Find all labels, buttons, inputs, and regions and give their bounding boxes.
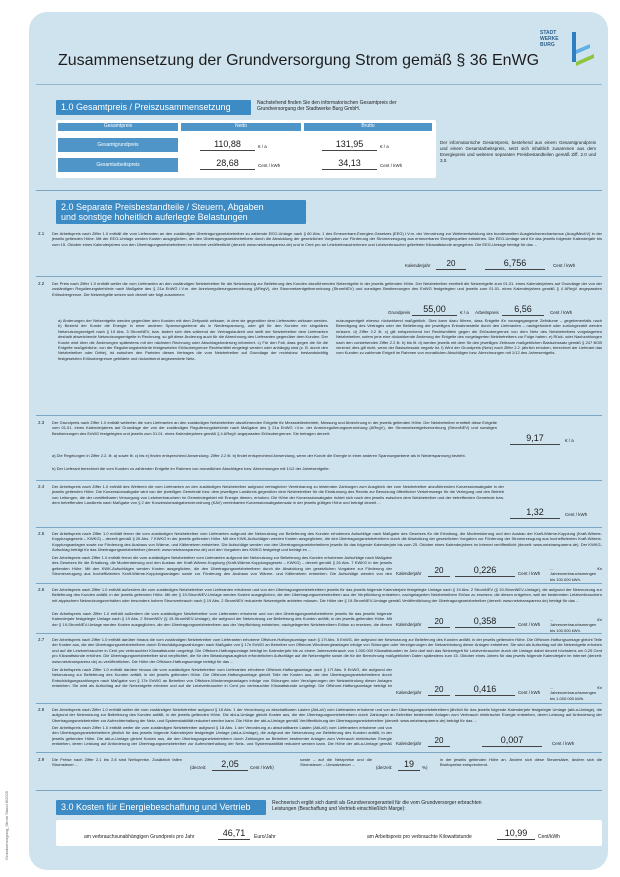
para-2-1-unit: Cent / kWh bbox=[553, 263, 576, 268]
para-2-1-value: 6,756 bbox=[485, 258, 545, 270]
stadtwerke-logo bbox=[540, 30, 598, 70]
section-2-heading-line-2: und sonstige hoheitlich auferlegte Belastungen bbox=[61, 212, 248, 222]
divider-1 bbox=[36, 190, 602, 191]
para-2-5-value: 0,226 bbox=[455, 565, 515, 577]
arbeitspreis-value: 10,99 bbox=[497, 828, 535, 840]
col-brutto: Brutto bbox=[304, 123, 432, 131]
para-2-9-b: sowie – auf die Netzpreise und die Stromsteuer – Umsatzsteuer ... bbox=[300, 757, 372, 768]
para-2-6-note: ... für Jahresverbrauchsmengen bis 100.000 kWh. bbox=[550, 617, 602, 633]
para-2-7-value: 0,416 bbox=[455, 684, 515, 696]
para-2-6-unit: Cent / kWh bbox=[518, 622, 541, 627]
row-gesamtarbeitspreis-label: Gesamtarbeitspreis bbox=[58, 158, 178, 172]
para-2-4-unit: Cent / kWh bbox=[565, 512, 588, 517]
para-2-1-year-label: Kalenderjahr bbox=[405, 263, 431, 268]
para-2-7-text-tail: Der Arbeitspreis nach Ziffer 1.0 enthält darüber hinaus die vom zuständigen Netzbetreiber vom Lieferanten erhobene Offshore-Haftungsumlage nach § 17f Abs. 5 EnWG, die aufgrund der Netznutzung zur Belieferung des Kunden anfällt, in der jeweils geltenden Höhe. Die Offshore-Haftungsumlage gleicht Teile der Kosten aus, die den Übertragungsnetzbetreibern durch Entschädigungszahlungen nach Maßgabe von § 17e EnWG an Betreiber von Offshore-Windenergieanlagen infolge von Störungen oder Verzögerungen der Netzanbindung dieser Anlagen entstehen. Sie wird als Aufschlag auf die Netzentgelte erhoben und auf die Letztverbraucher in Cent pro verbrauchter Kilowattstunde umgelegt. Die Offshore-Haftungsumlage beträgt im bbox=[52, 667, 392, 689]
para-2-6-number: 2.6 bbox=[38, 587, 45, 592]
para-2-7-year-label: Kalenderjahr bbox=[396, 690, 422, 695]
para-2-6-text-tail: Der Arbeitspreis nach Ziffer 1.0 enthält außerdem die vom zuständigen Netzbetreiber vom Lieferanten erhobene und von den Übertragungsnetzbetreibern jeweils für das jeweils folgende Kalenderjahr festgelegte Umlage nach § 19 Abs. 2 StromNEV (§ 19-StromNEV-Umlage), die aufgrund der Netznutzung zur Belieferung des Kunden anfällt, in der jeweils geltenden Höhe. Mit der § 19-StromNEV-Umlage werden Kosten ausgeglichen, die den Übertragungsnetzbetreibern aus der Verpflichtung entstehen, nachgelagerten Netzbetreibern Erlöse zu ersetzen, die diesen bbox=[52, 611, 392, 627]
para-2-9-a: Die Preise nach Ziffer 2.1 bis 2.8 sind Nettopreise. Zusätzlich fallen Stromsteuer ... bbox=[52, 757, 182, 768]
para-2-4-value: 1,32 bbox=[510, 507, 560, 519]
para-2-5-text-tail: Der Arbeitspreis nach Ziffer 1.0 enthält ferner die vom zuständigen Netzbetreiber vom Lieferanten aufgrund der Netznutzung zur Belieferung des Kunden erhobenen Aufschläge nach Maßgabe des Gesetzes für die Erhaltung, die Modernisierung und den Ausbau der Kraft-Wärme-Kopplung (Kraft-Wärme-Kopplungsgesetz – KWKG) – derzeit gemäß § 26 Abs. 7 KWKG in der jeweils geltenden Höhe. Mit den KWK-Aufschlägen werden Kosten ausgeglichen, die den Übertragungsnetzbetreibern durch die Abwicklung der gesetzlichen Vorgaben zur Förderung der Stromerzeugung aus hocheffizienten Kraft-Wärme-Kopplungsanlagen sowie zur Förderung des Ausbaus von Wärme- und Kältenetzen entstehen. Die Aufschläge werden von den bbox=[52, 555, 392, 577]
para-2-2-grund-unit: € / a bbox=[460, 310, 469, 315]
divider-2-2 bbox=[36, 415, 602, 416]
para-2-7-year: 20 bbox=[428, 684, 450, 696]
para-2-5-number: 2.5 bbox=[38, 531, 45, 536]
divider-2-3 bbox=[36, 480, 602, 481]
logo-line-2: WERKE bbox=[540, 36, 559, 42]
divider-2-7 bbox=[36, 703, 602, 704]
para-2-9-unit-1: Cent / kWh) bbox=[250, 765, 274, 770]
para-2-9-stromsteuer: 2,05 bbox=[212, 759, 248, 771]
logo-line-1: STADT bbox=[540, 30, 557, 36]
logo-line-3: BURG bbox=[540, 42, 555, 48]
para-2-7-note: ... für Jahresverbrauchsmengen bis 1.000.000 kWh. bbox=[550, 685, 602, 701]
para-2-2-arbeit-value: 6,56 bbox=[502, 304, 544, 316]
para-2-3-a: a) Die Regelungen in Ziffer 2.2. lit. a) sowie lit. c) bis e) finden entsprechend Anwendung. Ziffer 2.2 lit. b) findet entsprechend Anwendung, wenn der Kunde die Energie in einer anderen Spannungsebene als in Niederspannung bezieht. bbox=[52, 453, 466, 458]
para-2-5-note: ... für Jahresverbrauchsmengen bis 100.000 kWh. bbox=[550, 566, 602, 582]
para-2-6-year-label: Kalenderjahr bbox=[396, 622, 422, 627]
para-2-2-text: Der Preis nach Ziffer 1.0 enthält weiter die vom Lieferanten an den zuständigen Netzbetreiber für die Netznutzung zur Belieferung des Kunden abzuführenden Netzentgelte in der jeweils geltenden Höhe. Der Netzbetreiber ermittelt die Netzentgelte zum 01.01. eines Kalenderjahres auf Grundlage der von der zuständigen Regulierungsbehörde nach Maßgabe des § 21a EnWG i.V.m. der Anreizregulierungsverordnung (ARegV), der Stromnetzentgeltverordnung (StromNEV) und sonstigen Bestimmungen des EnWG festgelegten und jeweils zum 01.01. eines Kalenderjahres gemäß § 4 ARegV angepassten Erlösobergrenze. Die Netzentgelte setzen sich derzeit wie folgt zusammen: bbox=[52, 281, 602, 297]
para-2-9-umsatzsteuer: 19 bbox=[398, 759, 420, 771]
divider-2-8 bbox=[36, 752, 602, 753]
para-2-9-derzeit-1: (derzeit: bbox=[190, 765, 207, 770]
arbeitspreis-unit: Cent/kWh bbox=[538, 834, 560, 840]
para-2-9-derzeit-2: (derzeit: bbox=[376, 765, 393, 770]
para-2-3-b: b) Der Lieferant berechnet die vom Kunden zu zahlenden Entgelte im Rahmen von monatlichen Abschlägen bzw. Abrechnungen mit 1/12 der Jahresentgelte. bbox=[52, 466, 330, 471]
divider-2-1 bbox=[36, 276, 602, 277]
gesamtgrundpreis-netto: 110,88 bbox=[200, 139, 255, 151]
grundpreis-label: am verbrauchsunabhängigen Grundpreis pro Jahr bbox=[84, 834, 195, 840]
para-2-3-text: Der Grundpreis nach Ziffer 1.0 enthält weiterhin die vom Lieferanten an den zuständigen Netzbetreiber abzuführenden Entgelte für Messstellenbetrieb, Messung und Abrechnung in der jeweils geltenden Höhe. Der Netzbetreiber ermittelt diese Entgelte zum 01.01. eines Kalenderjahres auf Grundlage der von der zuständigen Regulierungsbehörde nach Maßgabe des § 21a EnWG i.V.m. der Anreizregulierungsverordnung (ARegV), der Stromnetzentgeltverordnung (StromNEV) und sonstigen Bestimmungen des EnWG festgelegten und jeweils zum 01.01. eines Kalenderjahres gemäß § 4 ARegV angepassten Erlösobergrenze. Sie betragen derzeit: bbox=[52, 420, 497, 436]
para-2-9-unit-2: %) bbox=[422, 765, 428, 770]
para-2-2-number: 2.2 bbox=[38, 281, 45, 286]
para-2-8-unit: Cent / kWh bbox=[552, 741, 575, 746]
gesamtarbeitspreis-netto-unit: Cent / kWh bbox=[258, 163, 281, 168]
para-2-2-right-text: nutzungsentgelt ebenso rückwirkend maßgeblich. Dies kann dazu führen, dass Entgelte für vorangegangene Zeiträume – gegebenenfalls nach Beendigung des Vertrages oder der Belieferung der jeweiligen Entnahmestelle durch den Lieferanten – nachgefordert oder zurückgezahlt werden müssen. d) Ziffer 2.2 lit. c) gilt entsprechend bei Rechtsmitteln gegen die Erlösobergrenze von dem Netz des Netzbetreibers vorgelagerten Netzbetreiber, sofern jene eine rückwirkende Änderung der Entgelte des vorgelagerten Netzbetreibers zur Folge haben. e) Rück- oder Nachzahlungen nach den vorstehenden Ziffer 2.2 lit. b) bis lit. d) werden jeweils mit dem für den jeweiligen Zeitraum maßgeblichen Basiszinssatz gemäß § 247 BGB verzinst; dies gilt nicht, wenn der Basiszinssatz negativ ist. f) Wird der Grundpreis (Netz) nach Ziffer 2.2. jährlich erhoben, berechnet der Lieferant das vom Kunden zu zahlende Entgelt im Rahmen von monatlichen Abschlägen bzw. Abrechnungen mit 1/12 des Jahresentgelts. bbox=[336, 318, 602, 356]
para-2-5-text: Der Arbeitspreis nach Ziffer 1.0 enthält ferner die vom zuständigen Netzbetreiber vom Lieferanten aufgrund der Netznutzung zur Belieferung des Kunden erhobenen Aufschläge nach Maßgabe des Gesetzes für die Erhaltung, die Modernisierung und den Ausbau der Kraft-Wärme-Kopplung (Kraft-Wärme-Kopplungsgesetz – KWKG) – derzeit gemäß § 26 Abs. 7 KWKG in der jeweils geltenden Höhe. Mit den KWK-Aufschlägen werden Kosten ausgeglichen, die den Übertragungsnetzbetreibern durch die Abwicklung der gesetzlichen Vorgaben zur Förderung der Stromerzeugung aus hocheffizienten Kraft-Wärme-Kopplungsanlagen sowie zur Förderung des Ausbaus von Wärme- und Kältenetzen entstehen. Die Aufschläge werden von den Übertragungsnetzbetreibern jeweils für das folgende Kalenderjahr bis zum 25. Oktober eines Kalenderjahres im Internet veröffentlicht (derzeit: www.netztransparenz.de). Der KWKG-Aufschlag beträgt für das Übertragungsnetzbetreiber (derzeit: www.netztransparenz.de) und den Vorgaben des KWKG festgelegt und beträgt im ... bbox=[52, 531, 602, 553]
para-2-9-number: 2.9 bbox=[38, 757, 45, 762]
grundpreis-value: 46,71 bbox=[218, 828, 250, 840]
para-2-8-number: 2.8 bbox=[38, 707, 45, 712]
para-2-3-unit: € / a bbox=[565, 438, 574, 443]
col-netto: Netto bbox=[181, 123, 301, 131]
para-2-2-grund-value: 55,00 bbox=[412, 304, 457, 316]
para-2-8-text: Der Arbeitspreis nach Ziffer 1.0 enthält weiter die vom zuständigen Netzbetreiber aufgrund § 18 Abs. 1 der Verordnung zu abschaltbaren Lasten (AbLaV) vom Lieferanten erhobene und von den Übertragungsnetzbetreibern jährlich für das jeweils folgende Kalenderjahr festgelegte Umlage (abLa-Umlage), die aufgrund der Netznutzung zur Belieferung des Kunden anfällt, in der jeweils geltenden Höhe. Die abLa-Umlage gleicht Kosten aus, die den Übertragungsnetzbetreibern durch Zahlungen an Betreiber bestimmter Anlagen zum Verbrauch elektrischer Energie entstehen, deren Leistung auf Anforderung der Übertragungsnetzbetreiber zur Aufrechterhaltung der Netz- und Systemstabilität reduziert werden kann. Die Höhe der abLa-Umlage gemäß Veröffentlichung der Übertragungsnetzbetreiber (derzeit: www.netztransparenz.de) beträgt für das ... bbox=[52, 707, 602, 723]
para-2-1-year: 20 bbox=[436, 258, 466, 270]
para-2-7-number: 2.7 bbox=[38, 637, 45, 642]
para-2-2-grund-label: Grundpreis bbox=[388, 310, 411, 315]
section-3-heading: 3.0 Kosten für Energiebeschaffung und Vertrieb bbox=[56, 800, 266, 815]
para-2-1-text: Der Arbeitspreis nach Ziffer 1.0 enthält die vom Lieferanten an den zuständigen Übertragungsnetzbetreiber zu zahlende EEG-Umlage nach § 60 Abs. 1 des Erneuerbare-Energien-Gesetzes (EEG) i.V.m. der Verordnung zur Weiterentwicklung des bundesweiten Ausgleichsmechanismus (AusglMechV) in der jeweils geltenden Höhe. Mit der EEG-Umlage werden Kosten ausgeglichen, die den Übertragungsnetzbetreibern durch die Abwicklung der gesetzlichen Vorgaben zur Förderung der Stromerzeugung aus erneuerbaren Energiequellen entstehen. Die EEG-Umlage wird für das jeweils folgende Kalenderjahr bis zum 15. Oktober eines Kalenderjahres von den Übertragungsnetzbetreibern im Internet veröffentlicht (derzeit: www.netztransparenz.de) und in Cent pro an Letztverbraucherinnen und Letztverbraucher gelieferter Kilowattstunde angegeben. Die EEG-Umlage beträgt für das ... bbox=[52, 231, 602, 247]
divider-2-6 bbox=[36, 633, 602, 634]
para-2-9-c: in der jeweils geltenden Höhe an. Ändern sich diese Steuersätze, ändern sich die Bruttopreise entsprechend. bbox=[440, 757, 602, 768]
para-2-2-arbeit-unit: Cent / kWh bbox=[550, 310, 573, 315]
section-3-note: Rechnerisch ergibt sich damit als Grundversorgeranteil für die vom Grundversorger erbrachten Leistungen (Beschaffung und Vertrieb einschließlich Marge): bbox=[272, 800, 482, 812]
title-divider bbox=[36, 84, 602, 85]
arbeitspreis-label: am Arbeitspreis pro verbrauchte Kilowattstunde bbox=[367, 834, 472, 840]
para-2-5-year: 20 bbox=[428, 565, 450, 577]
section-1-note: Nachstehend finden Sie den informatorischen Gesamtpreis der Grundversorgung der Stadtwerke Burg GmbH. bbox=[257, 100, 397, 112]
para-2-8-text-tail: Der Arbeitspreis nach Ziffer 1.0 enthält weiter die vom zuständigen Netzbetreiber aufgrund § 18 Abs. 1 der Verordnung zu abschaltbaren Lasten (AbLaV) vom Lieferanten erhobene und von den Übertragungsnetzbetreibern jährlich für das jeweils folgende Kalenderjahr festgelegte Umlage (abLa-Umlage), die aufgrund der Netznutzung zur Belieferung des Kunden anfällt, in der jeweils geltenden Höhe. Die abLa-Umlage gleicht Kosten aus, die den Übertragungsnetzbetreibern durch Zahlungen an Betreiber bestimmter Anlagen zum Verbrauch elektrischer Energie entstehen, deren Leistung auf Anforderung der Übertragungsnetzbetreiber zur Aufrechterhaltung der Netz- und Systemstabilität reduziert werden kann. Die Höhe der abLa-Umlage gemäß bbox=[52, 725, 392, 747]
page-title: Zusammensetzung der Grundversorgung Strom gemäß § 36 EnWG bbox=[58, 52, 540, 69]
para-2-3-number: 2.3 bbox=[38, 420, 45, 425]
col-gesamtpreis: Gesamtpreis bbox=[58, 123, 178, 131]
gesamtarbeitspreis-netto: 28,68 bbox=[200, 158, 255, 170]
divider-2-5 bbox=[36, 583, 602, 584]
gesamtarbeitspreis-brutto: 34,13 bbox=[322, 158, 377, 170]
para-2-8-year: 20 bbox=[428, 735, 450, 747]
section-2-heading bbox=[56, 200, 306, 224]
section-2-heading-line-1: 2.0 Separate Preisbestandteile / Steuern, Abgaben bbox=[61, 202, 264, 212]
para-2-4-text: Der Arbeitspreis nach Ziffer 1.0 enthält des Weiteren die vom Lieferanten an den zuständigen Netzbetreiber aufgrund vertraglicher Vereinbarung zu leistenden Zahlungen zum Ausgleich der vom Netzbetreiber abzuführenden Konzessionsabgabe in der jeweils geltenden Höhe. Die Konzessionsabgabe wird von der jeweiligen Gemeinde bzw. dem jeweiligen Landkreis gegenüber dem Netzbetreiber für die Einräumung des Rechts zur Benutzung öffentlicher Verkehrswege für die Verlegung und den Betrieb von Leitungen, die der unmittelbaren Versorgung von Letztverbrauchern im Gemeindegebiet mit Energie dienen, erhoben. Die Höhe der Konzessionsabgabe richtet sich nach den jeweils zwischen dem Netzbetreiber und der betreffenden Gemeinde bzw. dem betreffenden Landkreis nach Maßgabe von § 2 der Konzessionsabgabenverordnung (KAV) vereinbarten Konzessionsabgabensatz in der jeweils gültigen Höhe und beträgt derzeit ... bbox=[52, 484, 504, 506]
para-2-6-value: 0,358 bbox=[455, 616, 515, 628]
section-1-explanation: Der informatorische Gesamtpreis, bestehend aus einem Gesamtgrundpreis und einem Gesamtarbeitspreis, setzt sich inhaltlich zusammen aus dem Energiepreis und weiteren separaten Preisbestandteilen gemäß Ziff. 2.0 und 3.0. bbox=[440, 140, 596, 163]
para-2-5-year-label: Kalenderjahr bbox=[396, 571, 422, 576]
para-2-3-value: 9,17 bbox=[510, 433, 560, 445]
para-2-7-unit: Cent / kWh bbox=[518, 690, 541, 695]
para-2-6-text: Der Arbeitspreis nach Ziffer 1.0 enthält außerdem die vom zuständigen Netzbetreiber vom Lieferanten erhobene und von den Übertragungsnetzbetreibern jeweils für das jeweils folgende Kalenderjahr festgelegte Umlage nach § 19 Abs. 2 StromNEV (§ 19-StromNEV-Umlage), die aufgrund der Netznutzung zur Belieferung des Kunden anfällt, in der jeweils geltenden Höhe. Mit der § 19-StromNEV-Umlage werden Kosten ausgeglichen, die den Übertragungsnetzbetreibern aus der Verpflichtung entstehen, nachgelagerten Netzbetreibern Erlöse zu ersetzen, die diesen entgehen, weil sie bestimmten Letztverbrauchern mit atypischem Netznutzungsverhalten oder besonders hohem Stromverbrauch nach § 19 Abs. 2 StromNEV reduzierte Netzentgelte anbieten müssen. Die Höhe der § 19-StromNEV-Umlage gemäß Veröffentlichung der Übertragungsnetzbetreiber (derzeit: www.netztransparenz.de) beträgt für das ... bbox=[52, 587, 602, 603]
row-gesamtgrundpreis-label: Gesamtgrundpreis bbox=[58, 138, 178, 152]
logo-mark-icon bbox=[570, 32, 596, 68]
gesamtarbeitspreis-brutto-unit: Cent / kWh bbox=[380, 163, 403, 168]
divider-3 bbox=[36, 790, 602, 791]
para-2-1-number: 2.1 bbox=[38, 231, 45, 236]
divider-2-4 bbox=[36, 527, 602, 528]
gesamtgrundpreis-brutto-unit: € / a bbox=[380, 144, 389, 149]
para-2-8-value: 0,007 bbox=[482, 735, 542, 747]
para-2-8-year-label: Kalenderjahr bbox=[396, 741, 422, 746]
para-2-2-left-text: a) Änderungen der Netzentgelte werden gegenüber dem Kunden mit dem Zeitpunkt wirksam, in dem sie gegenüber dem Lieferanten wirksam werden. b) Bezieht der Kunde die Energie in einer anderen Spannungsebene als in Niederspannung, oder gilt für den Kunden ein singuläres Netznutzungsentgelt nach § 19 Abs. 3 StromNEV, bzw. ändert sich dies während der Vertragslaufzeit und stellt der Netzbetreiber dem Lieferanten deshalb abweichende Netznutzungsentgelte in Rechnung, so gilt diese Änderung auch für die Abrechnung des Lieferanten gegenüber dem Kunden. Der Kunde wird über die Änderungen spätestens mit der nächsten Rechnung oder Abschlagsforderung informiert. c) Für den Fall, dass gegen die für die Entgelte maßgebliche, von der Regulierungsbehörde festgesetzten Erlösobergrenze Rechtsmittel eingelegt werden oder anhängig sind (z. B. durch den Netzbetreiber oder Dritte), ist zwischen den Parteien dieses Vertrages die vom Netzbetreiber auf Grundlage der rechtsbzw. bestandskräftig festgesetzten Erlösobergrenze gebildete und rückwirkend angewendete Netz- bbox=[58, 318, 328, 361]
section-1-heading: 1.0 Gesamtpreis / Preiszusammensetzung bbox=[56, 100, 251, 115]
gesamtgrundpreis-brutto: 131,95 bbox=[322, 139, 377, 151]
grundpreis-unit: Euro/Jahr bbox=[254, 834, 276, 840]
para-2-4-number: 2.4 bbox=[38, 484, 45, 489]
side-note: Grundversorgung_Strom Stand 8/2026 bbox=[4, 791, 9, 860]
para-2-6-year: 20 bbox=[428, 616, 450, 628]
gesamtgrundpreis-netto-unit: € / a bbox=[258, 144, 267, 149]
para-2-7-text: Der Arbeitspreis nach Ziffer 1.0 enthält darüber hinaus die vom zuständigen Netzbetreiber vom Lieferanten erhobene Offshore-Haftungsumlage nach § 17f Abs. 5 EnWG, die aufgrund der Netznutzung zur Belieferung des Kunden anfällt, in der jeweils geltenden Höhe. Die Offshore-Haftungsumlage gleicht Teile der Kosten aus, die den Übertragungsnetzbetreibern durch Entschädigungszahlungen nach Maßgabe von § 17e EnWG an Betreiber von Offshore-Windenergieanlagen infolge von Störungen oder Verzögerungen der Netzanbindung dieser Anlagen entstehen. Sie wird als Aufschlag auf die Netzentgelte erhoben und auf die Letztverbraucher in Cent pro verbrauchter Kilowattstunde umgelegt. Die Offshore-Haftungsumlage beträgt im Kalenderjahr bis zu einem Jahresverbrauch von 1.000.000 Kilowattstunden im Jahr darf sich das Netzentgelt für Letztverbraucher durch die Umlage dabei derzeit höchstens um 0,25 Cent pro Kilowattstunde erhöhen. Die Übertragungsnetzbetreiber sind verpflichtet, die für den Belastungsausgleich erforderlichen Aufschläge auf die Netzentgelte sowie die für die Berechnung maßgeblichen Daten spätestens zum 15. Oktober eines Jahres für das jeweils folgende Kalenderjahr im Internet (derzeit: www.netztransparenz.de) zu veröffentlichen. Die Höhe der Offshore-Haftungsumlage beträgt für das ... bbox=[52, 637, 602, 664]
para-2-2-arbeit-label: Arbeitspreis bbox=[475, 310, 499, 315]
para-2-5-unit: Cent / kWh bbox=[518, 571, 541, 576]
